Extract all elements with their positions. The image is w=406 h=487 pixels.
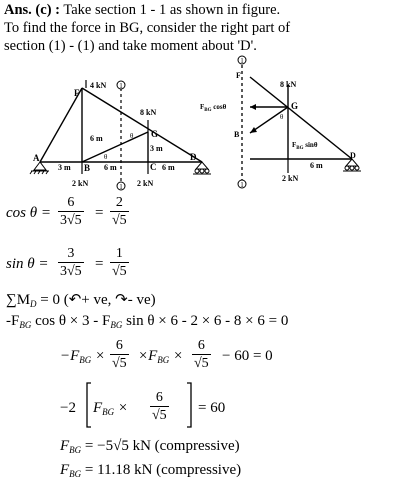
sin-frac2-num: 1 <box>110 245 129 263</box>
dim-6m-2: 6 m <box>310 161 323 170</box>
sin-frac1-den: 3√5 <box>60 264 82 279</box>
cos-frac2-num: 2 <box>110 194 129 212</box>
node-F-2: F <box>236 71 241 80</box>
node-B: B <box>84 163 91 173</box>
dim-6m-top: 6 m <box>90 134 103 143</box>
fbg-arrowhead <box>250 127 257 133</box>
load-label-2kn: 2 kN <box>282 174 299 183</box>
cos-fraction-2 <box>110 194 129 229</box>
equation-2-right: − 60 = 0 <box>222 348 273 364</box>
equation-3-inner: $F_{BG}$ × <box>93 400 129 417</box>
right-bracket <box>187 383 191 427</box>
cos-frac1-num: 6 <box>58 194 84 212</box>
equation-2-mid: $\times F_{BG}$ × <box>138 348 184 365</box>
equals-sign-1: = <box>95 205 104 221</box>
node-A: A <box>33 153 40 163</box>
load-label-G: 8 kN <box>140 108 157 117</box>
angle-theta-3: θ <box>280 113 284 121</box>
fbg-cos-arrowhead <box>250 104 256 110</box>
eq3-fraction: $\frac{6}{√5}$ <box>152 390 167 423</box>
dim-6m-bottom-2: 6 m <box>162 163 175 172</box>
dim-3m-vert: 3 m <box>150 144 163 153</box>
angle-theta-2: θ <box>130 132 134 140</box>
angle-theta-1: θ <box>104 153 108 161</box>
member-FD <box>82 88 202 162</box>
equation-3-coef: −2 <box>60 400 76 416</box>
node-D: D <box>190 152 197 162</box>
result-1: $F_{BG} = -5√5$ kN (compressive) <box>60 438 240 455</box>
answer-text: Take section 1 - 1 as shown in figure. <box>59 2 281 18</box>
load-label-F: 4 kN <box>90 81 107 90</box>
left-bracket <box>87 383 91 427</box>
section-label-bottom-2: 1 <box>240 181 244 189</box>
support-A <box>30 162 49 174</box>
label-fbg-cos: $F_{BG}$ cosθ <box>200 103 227 113</box>
cos-frac1-den: 3√5 <box>60 213 82 228</box>
sin-frac2-den: √5 <box>112 264 127 279</box>
node-G: G <box>151 129 159 139</box>
answer-line <box>4 2 280 19</box>
node-F: F <box>74 88 80 98</box>
sin-theta-lhs: sin θ = <box>6 256 49 272</box>
section-label-top-2: 1 <box>240 57 244 65</box>
cos-fraction-1 <box>58 194 84 229</box>
equation-2-left: $-F_{BG}$ × <box>60 348 106 365</box>
intro-line-2: To find the force in BG, consider the right part of <box>4 20 291 36</box>
eq2-fraction-2: $\frac{6}{√5}$ <box>194 338 209 371</box>
cos-theta-lhs: cos θ = <box>6 205 51 221</box>
sin-fraction-2 <box>110 245 129 280</box>
equation-3-rhs: = 60 <box>198 400 226 416</box>
node-C: C <box>150 162 157 172</box>
label-fbg-sin: $F_{BG}$ sinθ <box>292 141 318 151</box>
member-AF <box>40 88 82 162</box>
section-label-bottom: 1 <box>119 183 123 191</box>
sin-frac1-num: 3 <box>58 245 84 263</box>
intro-line-3: section (1) - (1) and take moment about 'D'. <box>4 38 257 54</box>
sin-fraction-1 <box>58 245 84 280</box>
load-label-G-2: 8 kN <box>280 80 297 89</box>
load-label-C: 2 kN <box>137 179 154 188</box>
node-B-2: B <box>234 130 240 139</box>
support-D-2 <box>343 159 361 171</box>
equals-sign-2: = <box>95 256 104 272</box>
load-label-B: 2 kN <box>72 179 89 188</box>
dim-3m-bottom: 3 m <box>58 163 71 172</box>
dim-6m-bottom-1: 6 m <box>104 163 117 172</box>
moment-equation: $\sum M_D = 0$ (↶+ ve, ↷- ve) <box>6 292 156 309</box>
cos-frac2-den: √5 <box>112 213 127 228</box>
section-label-top: 1 <box>119 82 123 90</box>
answer-label: Ans. (c) : <box>4 2 60 18</box>
node-G-2: G <box>291 101 299 111</box>
free-body-figure <box>200 55 400 195</box>
node-D-2: D <box>350 151 356 160</box>
result-2: $F_{BG} = 11.18$ kN (compressive) <box>60 462 242 479</box>
truss-figure <box>0 58 215 196</box>
equation-1: $-F_{BG}$ $\cos \theta \times 3 - F_{BG}$ sin θ × 6 - 2 × 6 - 8 × 6 = 0 <box>6 313 289 330</box>
eq2-fraction-1: $\frac{6}{√5}$ <box>112 338 127 371</box>
